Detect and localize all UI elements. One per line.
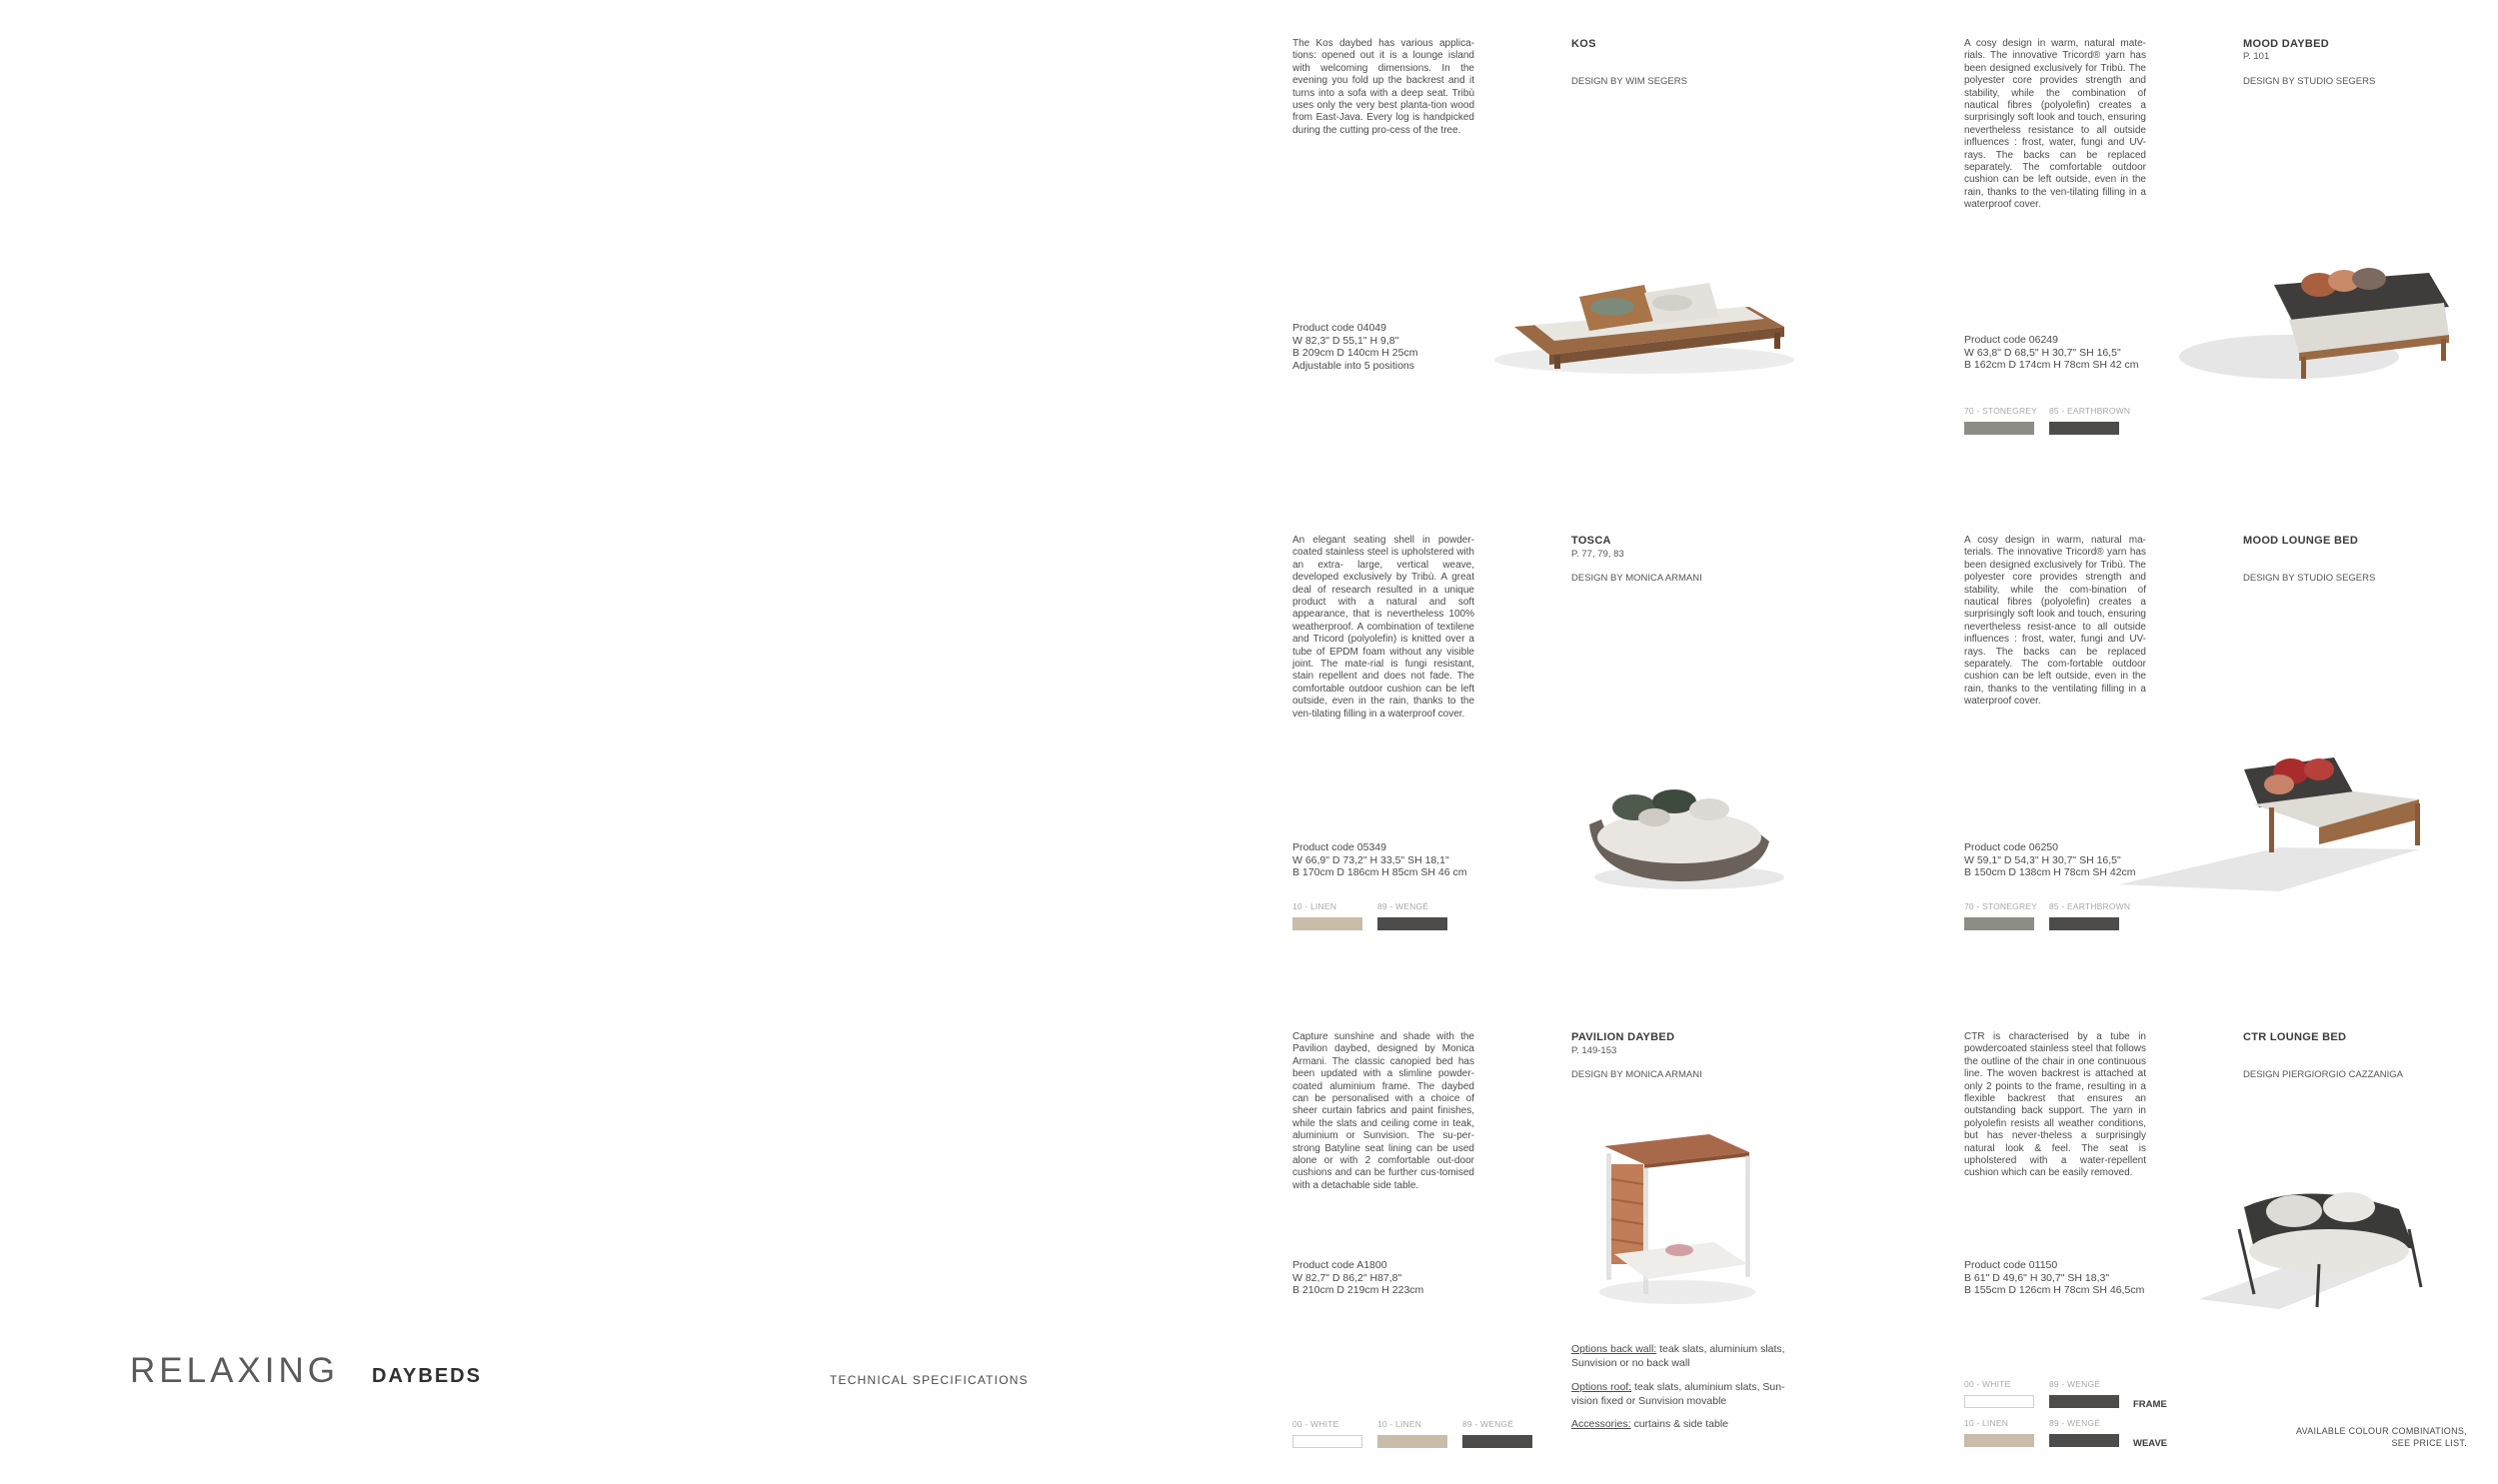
mood-daybed-code: Product code 06249: [1964, 334, 2058, 346]
pavilion-description: Capture sunshine and shade with the Pavilion daybed, designed by Monica Armani. The classic canopied bed has been updated with a slimline powder-coated aluminium frame. The daybed can be personalised with a choice of sheer curtain fabrics and paint finishes, while the slats and ceiling come in teak, aluminium or Sunvision. The su-per-strong Batyline seat lining can be used alone or with 2 comfortable out-door cushions and can be further cus-tomised with a detachable side table.: [1292, 1031, 1474, 1191]
mood-daybed-designer: DESIGN BY STUDIO SEGERS: [2243, 76, 2376, 87]
tosca-description: An elegant seating shell in powder-coated stainless steel is upholstered with an extra- large, vertical weave, developed exclusively by Tribù. A great deal of research resulted in a unique product with a natural and soft appearance, that is nevertheless 100% weatherproof. A combination of textilene and Tricord (polyolefin) is knitted over a tube of EPDM foam without any visible joint. The mate-rial is fungi resistant, stain repellent and does not fade. The comfortable outdoor cushion can be left outside, even in the rain, thanks to the ven-tilating filling in a waterproof cover.: [1292, 535, 1474, 720]
ctr-code: Product code 01150: [1964, 1259, 2058, 1271]
swatch-label: 10 - LINEN: [1377, 1419, 1422, 1429]
swatch-label: 85 - EARTHBROWN: [2049, 406, 2131, 416]
color-swatch: [2049, 1434, 2119, 1447]
section-subtitle-daybeds: DAYBEDS: [372, 1365, 482, 1387]
ctr-specs: [1964, 1259, 2144, 1297]
options-roof-text: teak slats, aluminium slats, Sun-vision fixed or Sunvision movable: [1571, 1381, 1785, 1407]
kos-daybed-image: [1494, 255, 1794, 380]
accessories-label: Accessories:: [1571, 1418, 1631, 1430]
color-swatch: [2049, 1395, 2119, 1408]
kos-specs: [1292, 322, 1417, 372]
mood-lounge-code: Product code 06250: [1964, 841, 2058, 853]
kos-code: Product code 04049: [1292, 322, 1386, 334]
colour-note-line-2: SEE PRICE LIST.: [2391, 1438, 2467, 1448]
colour-note-line-1: AVAILABLE COLOUR COMBINATIONS,: [2295, 1426, 2467, 1436]
kos-designer: DESIGN BY WIM SEGERS: [1571, 76, 1687, 87]
ctr-title: CTR LOUNGE BED: [2243, 1031, 2347, 1043]
technical-specifications-label: TECHNICAL SPECIFICATIONS: [830, 1373, 1029, 1387]
mood-lounge-designer: DESIGN BY STUDIO SEGERS: [2243, 573, 2376, 584]
swatch-label: 70 - STONEGREY: [1964, 406, 2038, 416]
mood-daybed-description: A cosy design in warm, natural mate-rials. The innovative Tricord® yarn has been designed exclusively for Tribù. The polyester core provides strength and stability, while the combination of nautical fibres (polyolefin) creates a surprisingly soft look and touch, ensuring nevertheless resistance to all outside influences : frost, water, fungi and UV-rays. The backs can be replaced separately. The comfortable outdoor cushion can be left outside, even in the rain, thanks to the ven-tilating filling in a waterproof cover.: [1964, 38, 2146, 211]
options-back-label: Options back wall:: [1571, 1343, 1657, 1355]
color-swatch: [1377, 917, 1447, 930]
pavilion-code: Product code A1800: [1292, 1259, 1387, 1271]
kos-dims-metric: B 209cm D 140cm H 25cm: [1292, 347, 1418, 360]
pavilion-dims-metric: B 210cm D 219cm H 223cm: [1292, 1284, 1424, 1297]
mood-lounge-dims-metric: B 150cm D 138cm H 78cm SH 42cm: [1964, 866, 2136, 879]
ctr-lounge-image: [2199, 1169, 2439, 1314]
tosca-dims-metric: B 170cm D 186cm H 85cm SH 46 cm: [1292, 866, 1467, 879]
mood-lounge-dims-imperial: W 59,1" D 54,3" H 30,7" SH 16,5": [1964, 853, 2121, 866]
color-swatch: [1964, 1434, 2034, 1447]
swatch-label: 89 - WENGÉ: [2049, 1418, 2101, 1428]
color-swatch: [1964, 422, 2034, 435]
pavilion-accessories: [1571, 1417, 1801, 1431]
tosca-dims-imperial: W 66,9" D 73,2" H 33,5" SH 18,1": [1292, 853, 1449, 866]
color-swatch: [1462, 1435, 1532, 1448]
tosca-daybed-image: [1579, 769, 1784, 894]
pavilion-options-roof: [1571, 1380, 1801, 1408]
kos-title: KOS: [1571, 38, 1596, 50]
options-roof-label: Options roof:: [1571, 1381, 1632, 1393]
mood-lounge-description: A cosy design in warm, natural ma-terials. The innovative Tricord® yarn has been designed exclusively for Tribù. The polyester core provides strength and stability, while the com-bination of nautical fibres (polyolefin) creates a surprisingly soft look and touch, ensuring nevertheless resist-ance to all outside influences : frost, water, fungi and UV-rays. The backs can be replaced separately. The com-fortable outdoor cushion can be left outside, even in the rain, thanks to the ventilating filling in a waterproof cover.: [1964, 535, 2146, 708]
swatch-label: 85 - EARTHBROWN: [2049, 901, 2131, 911]
pavilion-title: PAVILION DAYBED: [1571, 1031, 1675, 1043]
mood-daybed-dims-metric: B 162cm D 174cm H 78cm SH 42 cm: [1964, 359, 2139, 372]
kos-dims-imperial: W 82,3" D 55,1" H 9,8": [1292, 334, 1399, 347]
tosca-specs: [1292, 841, 1466, 879]
tosca-code: Product code 05349: [1292, 841, 1386, 853]
color-swatch: [1292, 1435, 1362, 1448]
mood-daybed-specs: [1964, 334, 2138, 372]
mood-lounge-title: MOOD LOUNGE BED: [2243, 535, 2359, 547]
colour-combinations-note: [2296, 1425, 2467, 1449]
tosca-designer: DESIGN BY MONICA ARMANI: [1571, 573, 1702, 584]
color-swatch: [2049, 422, 2119, 435]
mood-daybed-dims-imperial: W 63,8" D 68,5" H 30,7" SH 16,5": [1964, 346, 2121, 359]
pavilion-options-back: [1571, 1342, 1801, 1370]
ctr-dims-metric: B 155cm D 126cm H 78cm SH 46,5cm: [1964, 1284, 2145, 1297]
swatch-label: 00 - WHITE: [1292, 1419, 1339, 1429]
pavilion-pages: P. 149-153: [1571, 1045, 1617, 1056]
ctr-designer: DESIGN PIERGIORGIO CAZZANIGA: [2243, 1069, 2403, 1080]
mood-lounge-specs: [1964, 841, 2136, 879]
color-swatch: [2049, 917, 2119, 930]
swatch-label: 89 - WENGÉ: [2049, 1379, 2101, 1389]
accessories-text: curtains & side table: [1630, 1418, 1728, 1430]
swatch-label: 00 - WHITE: [1964, 1379, 2011, 1389]
swatch-label: 89 - WENGÉ: [1377, 901, 1429, 911]
swatch-label: 89 - WENGÉ: [1462, 1419, 1514, 1429]
pavilion-daybed-image: [1589, 1124, 1764, 1309]
ctr-description: CTR is characterised by a tube in powdercoated stainless steel that follows the outline of the chair in one continuous line. The woven backrest is attached at only 2 points to the frame, resulting in a flexible backrest that ensures an outstanding back support. The yarn in polyolefin resists all weather conditions, but has never-theless a surprisingly natural look & feel. The seat is upholstered with a water-repellent cushion which can be easily removed.: [1964, 1031, 2146, 1179]
pavilion-specs: [1292, 1259, 1423, 1297]
mood-daybed-image: [2179, 245, 2459, 385]
tosca-pages: P. 77, 79, 83: [1571, 549, 1624, 560]
mood-daybed-title: MOOD DAYBED: [2243, 38, 2330, 50]
color-swatch: [1964, 1395, 2034, 1408]
tosca-title: TOSCA: [1571, 535, 1611, 547]
color-swatch: [1964, 917, 2034, 930]
color-swatch: [1377, 1435, 1447, 1448]
ctr-dims-imperial: B 61" D 49,6" H 30,7" SH 18,3": [1964, 1271, 2110, 1284]
options-back-text: teak slats, aluminium slats, Sunvision or no back wall: [1571, 1343, 1785, 1369]
section-title-relaxing: RELAXING: [130, 1351, 339, 1390]
color-swatch: [1292, 917, 1362, 930]
pavilion-dims-imperial: W 82,7" D 86,2" H87,8": [1292, 1271, 1402, 1284]
frame-label: FRAME: [2133, 1399, 2167, 1410]
pavilion-designer: DESIGN BY MONICA ARMANI: [1571, 1069, 1702, 1080]
swatch-label: 70 - STONEGREY: [1964, 901, 2038, 911]
kos-extra: Adjustable into 5 positions: [1292, 359, 1414, 372]
kos-description: The Kos daybed has various applica-tions: opened out it is a lounge island with welcoming dimensions. In the evening you fold up the backrest and it turns into a sofa with a deep seat. Tribù uses only the very best planta-tion wood from East-Java. Every log is handpicked during the cutting pro-cess of the tree.: [1292, 38, 1474, 136]
swatch-label: 10 - LINEN: [1292, 901, 1337, 911]
mood-lounge-image: [2119, 740, 2429, 899]
weave-label: WEAVE: [2133, 1438, 2168, 1449]
mood-daybed-pages: P. 101: [2243, 51, 2270, 62]
swatch-label: 10 - LINEN: [1964, 1418, 2009, 1428]
